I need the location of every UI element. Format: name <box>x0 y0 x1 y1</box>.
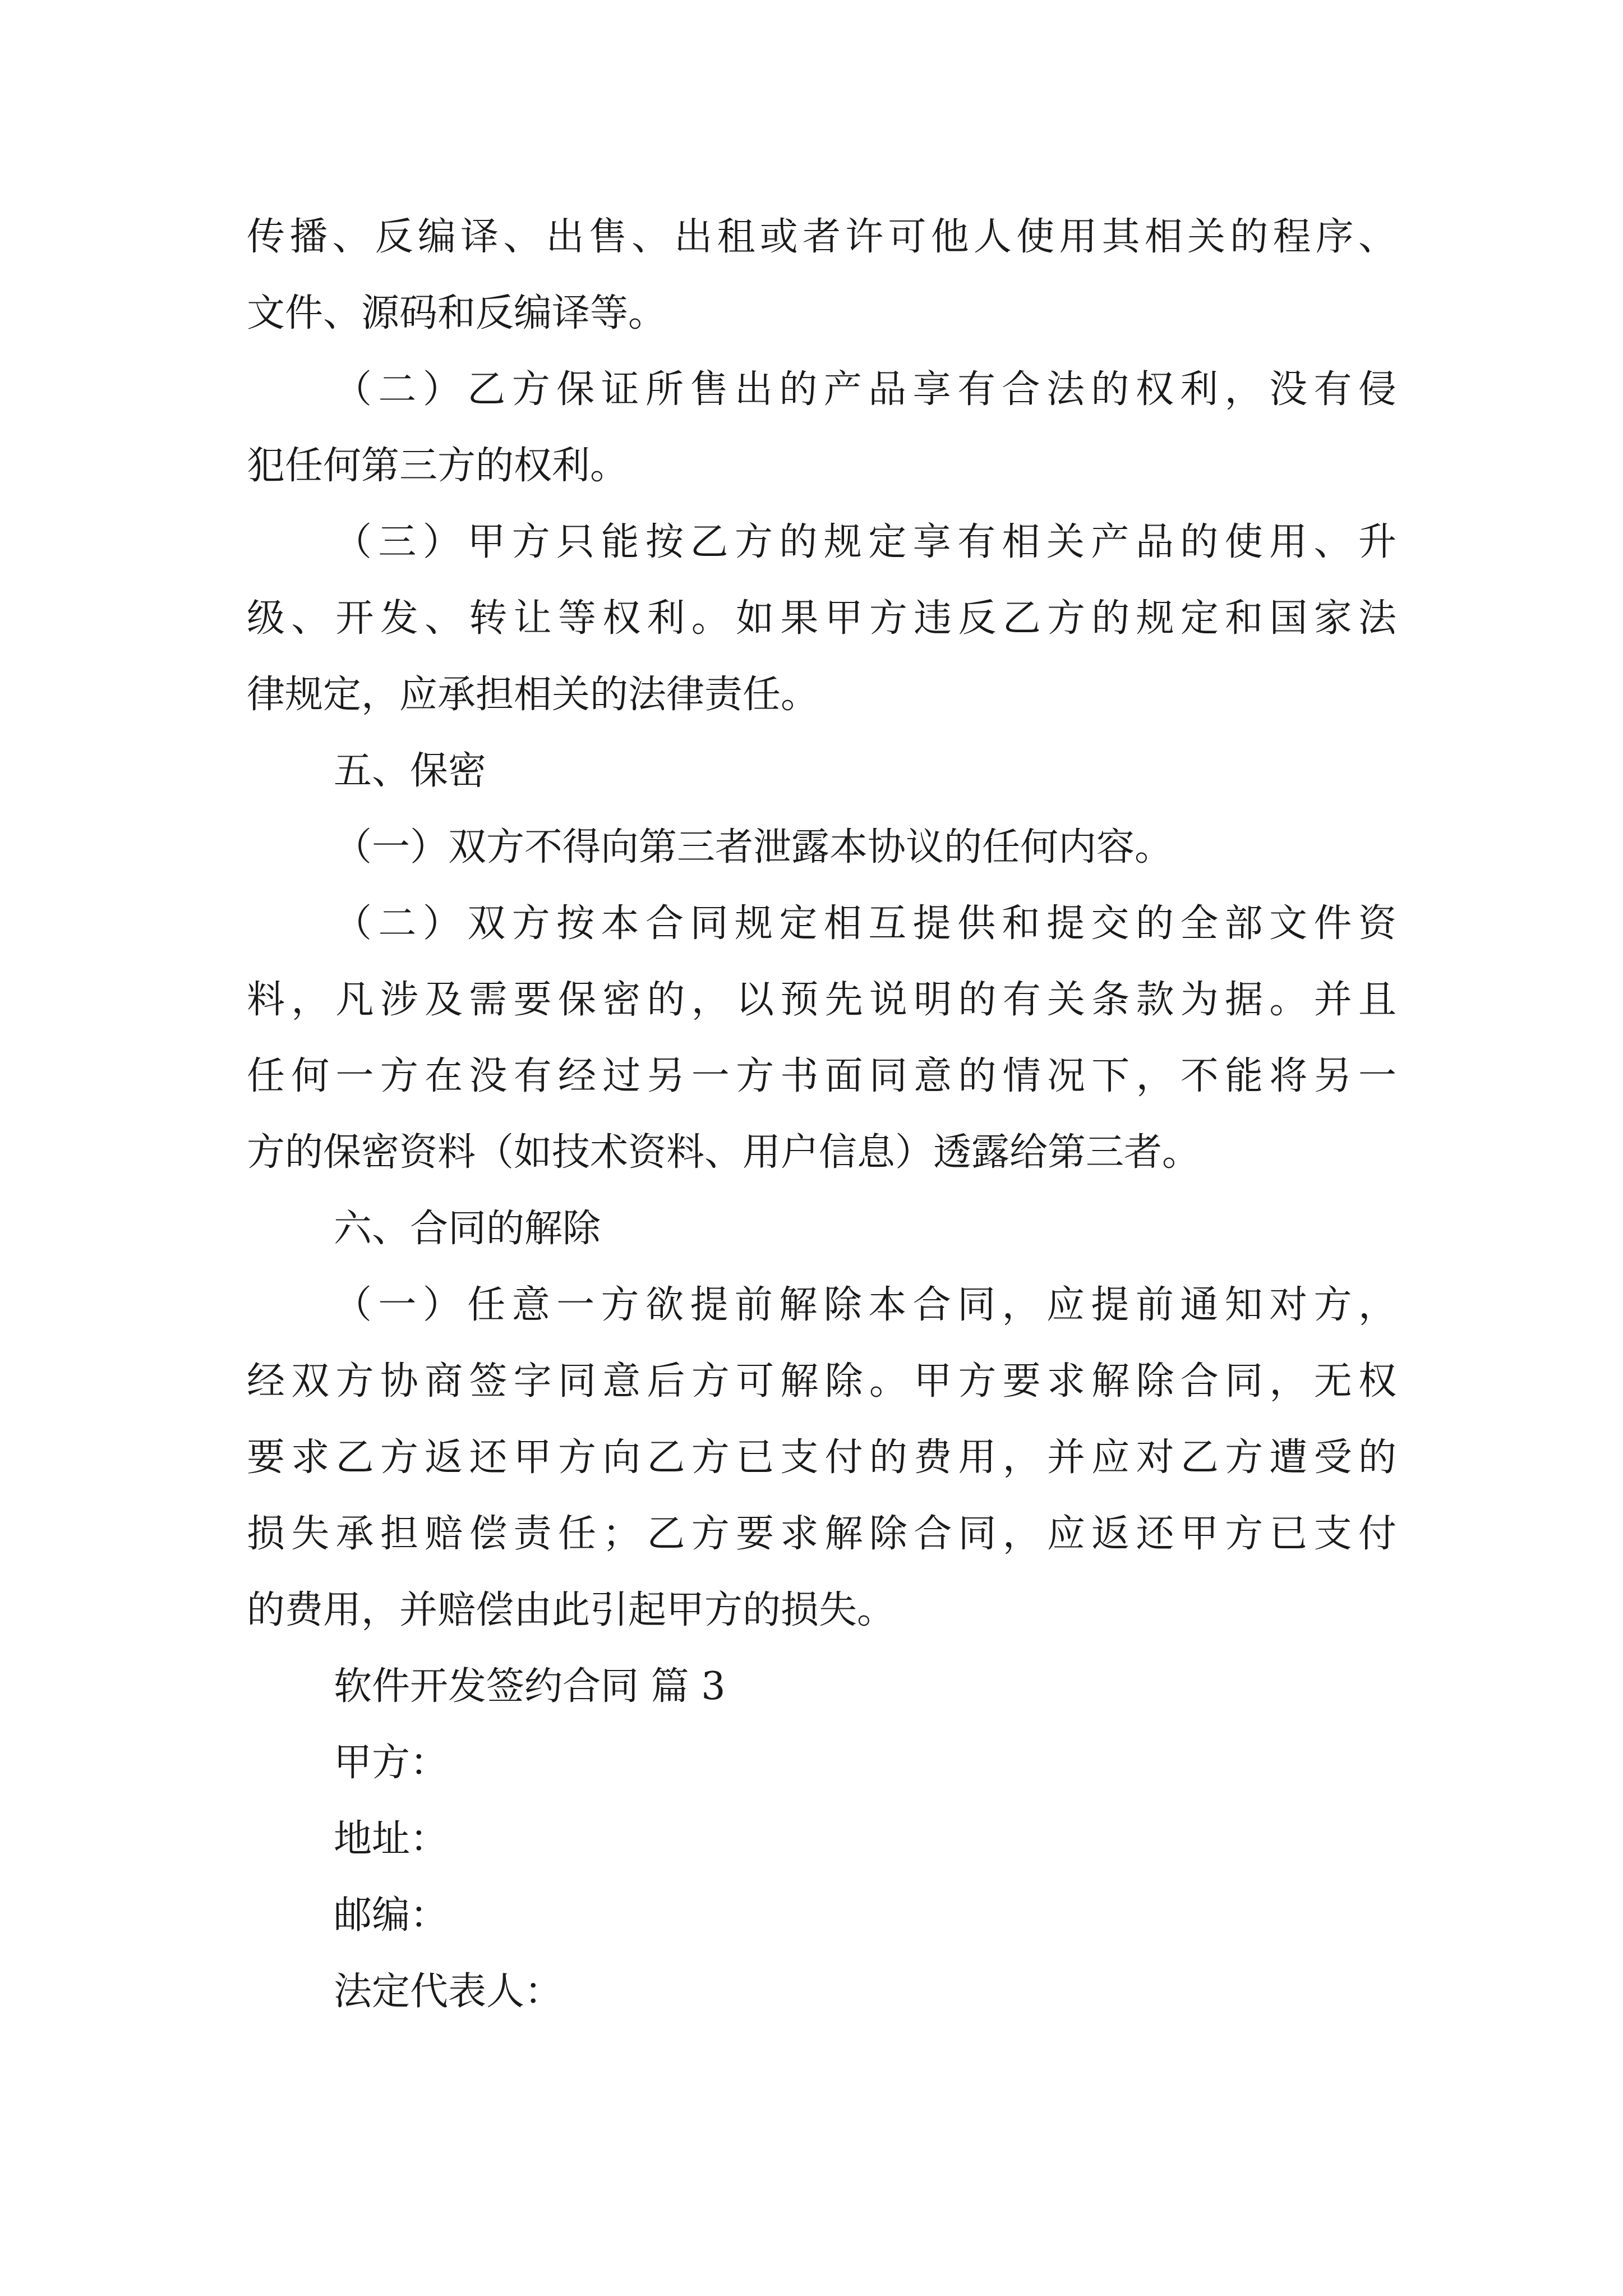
party-a-label: 甲方： <box>334 1741 449 1785</box>
text-line: 料，凡涉及需要保密的，以预先说明的有关条款为据。并且 <box>247 978 1396 1022</box>
text-line: 经双方协商签字同意后方可解除。甲方要求解除合同，无权 <box>247 1359 1396 1404</box>
text-line: 方的保密资料（如技术资料、用户信息）透露给第三者。 <box>247 1130 1201 1175</box>
text-line: 要求乙方返还甲方向乙方已支付的费用，并应对乙方遭受的 <box>247 1435 1396 1480</box>
text-line: （三）甲方只能按乙方的规定享有相关产品的使用、升 <box>334 520 1396 564</box>
text-line: 犯任何第三方的权利。 <box>247 444 629 488</box>
text-line: （二）双方按本合同规定相互提供和提交的全部文件资 <box>334 901 1396 946</box>
legal-representative-label: 法定代表人： <box>334 1970 563 2014</box>
section-heading-confidentiality: 五、保密 <box>334 749 487 793</box>
text-line: 文件、源码和反编译等。 <box>247 291 667 335</box>
text-line: （二）乙方保证所售出的产品享有合法的权利，没有侵 <box>334 367 1396 412</box>
text-line: （一）任意一方欲提前解除本合同，应提前通知对方， <box>334 1283 1396 1327</box>
text-line: 律规定，应承担相关的法律责任。 <box>247 673 819 717</box>
text-line: 级、开发、转让等权利。如果甲方违反乙方的规定和国家法 <box>247 596 1396 641</box>
postcode-label: 邮编： <box>334 1893 449 1938</box>
text-line: 传播、反编译、出售、出租或者许可他人使用其相关的程序、 <box>247 215 1396 259</box>
contract-title: 软件开发签约合同 篇 3 <box>334 1664 726 1709</box>
text-line: 的费用，并赔偿由此引起甲方的损失。 <box>247 1588 896 1632</box>
text-line: 任何一方在没有经过另一方书面同意的情况下，不能将另一 <box>247 1054 1396 1098</box>
text-line: （一）双方不得向第三者泄露本协议的任何内容。 <box>334 825 1173 869</box>
document-body <box>247 199 1396 2030</box>
address-label: 地址： <box>334 1817 449 1861</box>
section-heading-termination: 六、合同的解除 <box>334 1207 601 1251</box>
text-line: 损失承担赔偿责任；乙方要求解除合同，应返还甲方已支付 <box>247 1512 1396 1556</box>
